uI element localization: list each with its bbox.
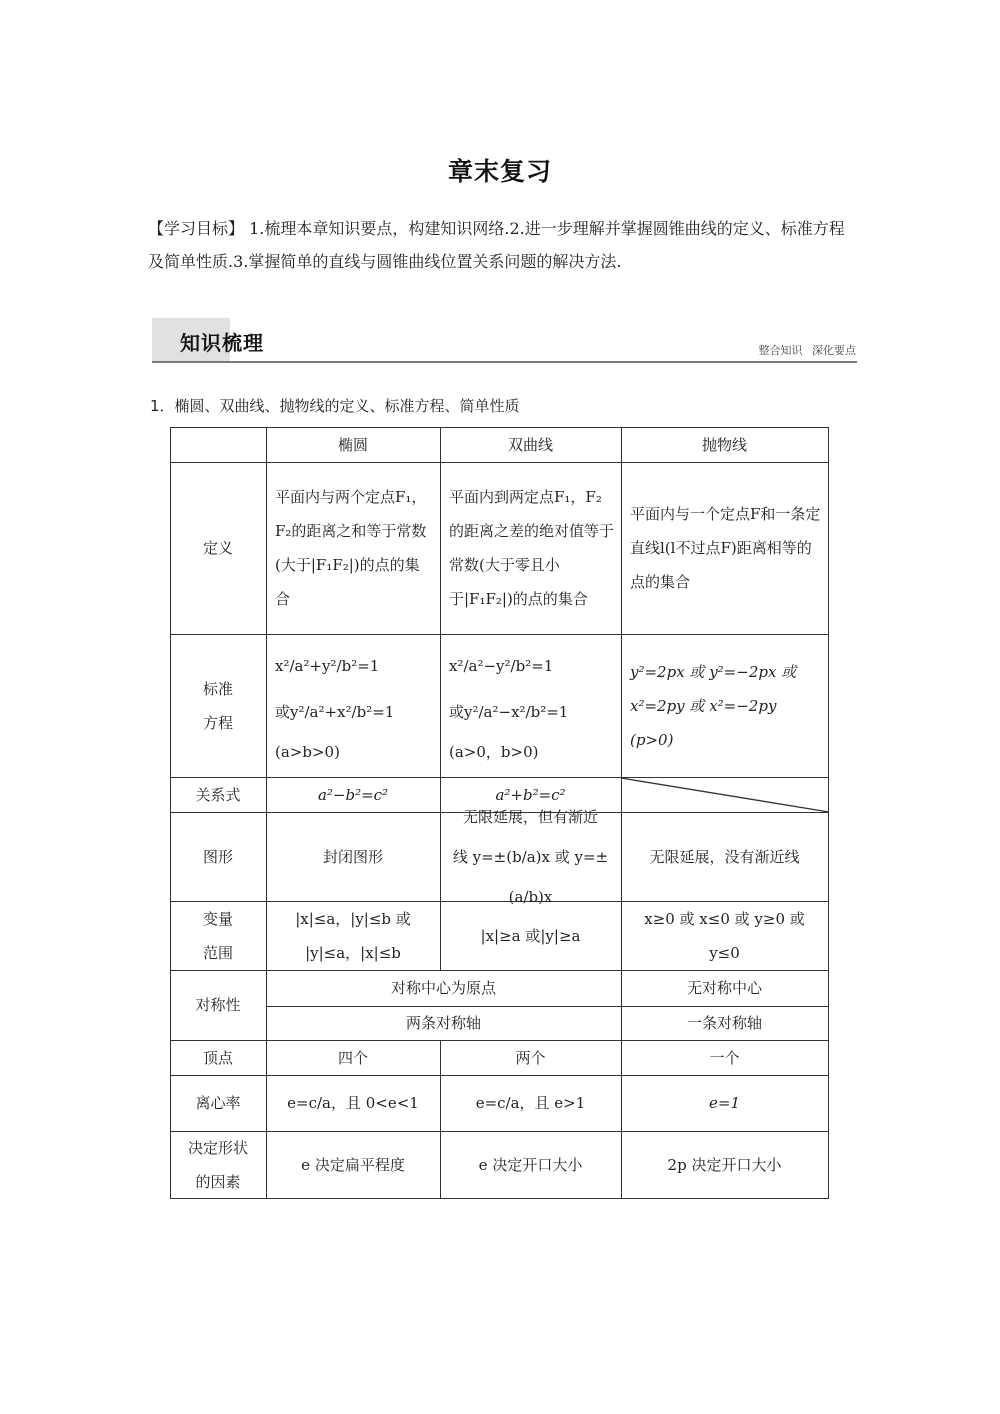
equation: y²=2px 或 y²=−2px 或: [630, 662, 797, 681]
eccentricity-hyperbola: e=c/a，且 e>1: [475, 1094, 586, 1112]
shape-parabola: 无限延展，没有渐近线: [649, 847, 800, 866]
range-line: |x|≤a，|y|≤b 或: [295, 909, 411, 928]
row-label-standard-equation: [170, 634, 266, 777]
label-line: 变量: [202, 909, 233, 928]
definition-ellipse-text: 平面内与两个定点F₁，F₂的距离之和等于常数(大于|F₁F₂|)的点的集合: [275, 488, 427, 608]
equation: 或y²/a²−x²/b²=1: [449, 702, 569, 721]
definition-hyperbola-text: 平面内到两定点F₁，F₂的距离之差的绝对值等于常数(大于零且小于|F₁F₂|)的点的集合: [449, 488, 615, 608]
equation: x²=2py 或 x²=−2py: [630, 696, 777, 715]
header-hyperbola: 双曲线: [507, 435, 553, 454]
standard-equation-parabola: [621, 634, 828, 777]
range-hyperbola: |x|≥a 或|y|≥a: [480, 926, 581, 945]
header-parabola: 抛物线: [701, 435, 747, 454]
standard-equation-ellipse: [266, 634, 440, 777]
condition: (p>0): [630, 730, 674, 749]
table-border-bottom: [170, 1198, 829, 1199]
range-line: x≥0 或 x≤0 或 y≥0 或: [644, 909, 805, 928]
range-parabola: [621, 901, 828, 970]
definition-parabola-text: 平面内与一个定点F和一条定直线l(l不过点F)距离相等的点的集合: [630, 505, 821, 591]
page-title: 章末复习: [447, 157, 552, 186]
item-heading: 1．椭圆、双曲线、抛物线的定义、标准方程、简单性质: [150, 397, 520, 415]
label-line: 的因素: [195, 1172, 241, 1191]
relation-ellipse: a²−b²=c²: [317, 785, 389, 804]
symmetry-axes-parabola: 一条对称轴: [686, 1014, 762, 1032]
vertex-hyperbola: 两个: [515, 1048, 546, 1067]
equation: x²/a²+y²/b²=1: [275, 656, 380, 675]
condition: (a>0，b>0): [449, 742, 539, 761]
shape-factor-hyperbola: e 决定开口大小: [478, 1155, 583, 1174]
vertex-parabola: 一个: [709, 1048, 740, 1067]
shape-ellipse: 封闭图形: [322, 847, 383, 866]
section-divider: [152, 361, 857, 363]
shape-hyperbola: [440, 807, 621, 906]
table-border-right: [828, 427, 829, 1199]
row-label-symmetry: 对称性: [195, 996, 241, 1014]
shape-factor-parabola: 2p 决定开口大小: [667, 1155, 782, 1174]
row-label-relation: 关系式: [195, 785, 241, 804]
range-line: y≤0: [709, 943, 740, 962]
symmetry-center-conic: 对称中心为原点: [390, 979, 496, 997]
equation: x²/a²−y²/b²=1: [449, 656, 554, 675]
eccentricity-parabola: e=1: [709, 1094, 740, 1112]
label-line: 范围: [202, 943, 233, 962]
header-ellipse: 椭圆: [337, 435, 368, 454]
row-label-shape: 图形: [202, 847, 233, 866]
row-label-vertex: 顶点: [202, 1048, 233, 1067]
shape-factor-ellipse: e 决定扁平程度: [301, 1155, 405, 1174]
row-label-shape-factor: [170, 1131, 266, 1198]
section-title: 知识梳理: [180, 331, 264, 355]
asymptote-equation: 线 y=±(b/a)x 或 y=±(a/b)x: [452, 847, 609, 906]
vertex-ellipse: 四个: [337, 1048, 368, 1067]
definition-ellipse: [266, 462, 440, 634]
section-tagline: 整合知识 深化要点: [758, 344, 856, 357]
label-line: 决定形状: [187, 1138, 248, 1157]
condition: (a>b>0): [275, 742, 340, 761]
shape-hyperbola-line: 无限延展，但有渐近: [462, 807, 598, 826]
symmetry-axes-conic: 两条对称轴: [405, 1014, 481, 1032]
eccentricity-ellipse: e=c/a，且 0<e<1: [287, 1094, 419, 1112]
label-line: 标准: [202, 679, 233, 698]
standard-equation-hyperbola: [440, 634, 621, 777]
row-label-eccentricity: 离心率: [195, 1094, 241, 1112]
definition-parabola: [621, 462, 828, 634]
range-line: |y|≤a，|x|≤b: [305, 943, 401, 962]
learning-objectives: 【学习目标】 1.梳理本章知识要点，构建知识网络.2.进一步理解并掌握圆锥曲线的定义、标准方程及简单性质.3.掌握简单的直线与圆锥曲线位置关系问题的解决方法.: [148, 219, 845, 271]
conic-comparison-table: [170, 427, 829, 1199]
symmetry-center-parabola: 无对称中心: [686, 979, 762, 997]
row-label-range: [170, 901, 266, 970]
equation: 或y²/a²+x²/b²=1: [275, 702, 395, 721]
empty-cell-diagonal: [621, 777, 829, 813]
definition-hyperbola: [440, 462, 621, 634]
range-ellipse: [266, 901, 440, 970]
label-line: 方程: [202, 713, 233, 732]
relation-hyperbola: a²+b²=c²: [495, 785, 566, 804]
row-label-definition: 定义: [202, 539, 233, 557]
